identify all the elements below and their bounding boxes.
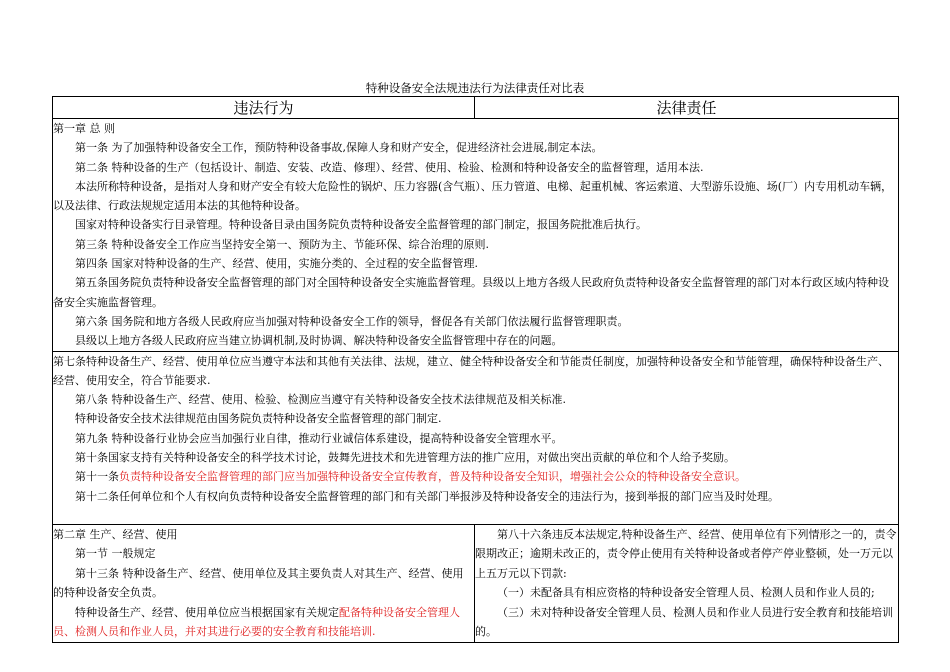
articles-7-12-row bbox=[53, 351, 899, 524]
article-11-number: 第十一条 bbox=[75, 470, 119, 484]
article-6: 第六条 国务院和地方各级人民政府应当加强对特种设备安全工作的领导，督促各有关部门依法履行监督管理职责。 bbox=[75, 314, 629, 328]
header-violation: 违法行为 bbox=[53, 97, 475, 119]
chapter-1-heading: 第一章 总 则 bbox=[53, 122, 115, 135]
article-11 bbox=[53, 467, 898, 486]
violation-cell bbox=[53, 524, 475, 642]
chapter-2-row bbox=[53, 524, 899, 642]
article-2-catalog: 国家对特种设备实行目录管理。特种设备目录由国务院负责特种设备安全监督管理的部门制定，报国务院批准后执行。 bbox=[75, 218, 647, 232]
article-86: 第八十六条违反本法规定,特种设备生产、经营、使用单位有下列情形之一的，责令限期改正；逾期未改正的，责令停止使用有关特种设备或者停产停业整顿，处一万元以上五万元以下罚款: bbox=[475, 527, 897, 580]
document-title: 特种设备安全法规违法行为法律责任对比表 bbox=[365, 81, 585, 95]
article-8-norms: 特种设备安全技术法律规范由国务院负责特种设备安全监督管理的部门制定. bbox=[75, 412, 442, 426]
chapter-2-heading: 第二章 生产、经营、使用 bbox=[53, 527, 178, 541]
general-provisions-row bbox=[53, 119, 899, 352]
article-3: 第三条 特种设备安全工作应当坚持安全第一、预防为主、节能环保、综合治理的原则. bbox=[75, 237, 489, 251]
article-13: 第十三条 特种设备生产、经营、使用单位及其主要负责人对其生产、经营、使用的特种设备安全负责。 bbox=[53, 566, 464, 600]
header-liability: 法律责任 bbox=[475, 97, 899, 119]
article-5: 第五条国务院负责特种设备安全监督管理的部门对全国特种设备安全实施监督管理。县级以上地方各级人民政府负责特种设备安全监督管理的部门对本行政区域内特种设备安全实施监督管理。 bbox=[53, 276, 889, 309]
article-4: 第四条 国家对特种设备的生产、经营、使用，实施分类的、全过程的安全监督管理. bbox=[75, 257, 478, 271]
general-provisions-block bbox=[53, 119, 899, 352]
section-1-heading: 第一节 一般规定 bbox=[75, 547, 156, 561]
article-7: 第七条特种设备生产、经营、使用单位应当遵守本法和其他有关法律、法规，建立、健全特种设备安全和节能责任制度，加强特种设备安全和节能管理，确保特种设备生产、经营、使用安全，符合节能要求. bbox=[53, 354, 889, 387]
staffing-requirement bbox=[53, 603, 474, 642]
article-10: 第十条国家支持有关特种设备安全的科学技术讨论，鼓舞先进技术和先进管理方法的推广应用，对做出突出贡献的单位和个人给予奖励。 bbox=[75, 451, 735, 465]
article-2: 第二条 特种设备的生产（包括设计、制造、安装、改造、修理）、经营、使用、检验、检测和特种设备安全的监督管理，适用本法. bbox=[75, 160, 704, 174]
articles-7-12-block bbox=[53, 351, 899, 524]
article-1: 第一条 为了加强特种设备安全工作，预防特种设备事故,保障人身和财产安全，促进经济社会进展,制定本法。 bbox=[75, 141, 603, 155]
article-9: 第九条 特种设备行业协会应当加强行业自律，推动行业诚信体系建设，提高特种设备安全管理水平。 bbox=[75, 431, 563, 445]
article-2-definition: 本法所称特种设备，是指对人身和财产安全有较大危险性的锅炉、压力容器(含气瓶）、压力管道、电梯、起重机械、客运索道、大型游乐设施、场(厂）内专用机动车辆，以及法律、行政法规规定适用本法的其他特种设备。 bbox=[53, 179, 893, 213]
article-6-coordination: 县级以上地方各级人民政府应当建立协调机制,及时协调、解决特种设备安全监督管理中存在的问题。 bbox=[75, 334, 563, 348]
article-11-highlight: 负责特种设备安全监督管理的部门应当加强特种设备安全宣传教育，普及特种设备安全知识，增强社会公众的特种设备安全意识。 bbox=[119, 470, 746, 484]
comparison-table bbox=[52, 96, 899, 643]
table-header-row bbox=[53, 97, 899, 119]
staffing-requirement-text: 特种设备生产、经营、使用单位应当根据国家有关规定 bbox=[75, 605, 339, 619]
liability-cell bbox=[475, 524, 899, 642]
article-86-item-1: （一）未配备具有相应资格的特种设备安全管理人员、检测人员和作业人员的; bbox=[497, 586, 875, 600]
article-86-item-3: （三）未对特种设备安全管理人员、检测人员和作业人员进行安全教育和技能培训的。 bbox=[475, 605, 893, 639]
article-8: 第八条 特种设备生产、经营、使用、检验、检测应当遵守有关特种设备安全技术法律规范及相关标准. bbox=[75, 393, 566, 407]
staffing-requirement-highlight: 配备特种设备安全管理人员、检测人员和作业人员，并对其进行必要的安全教育和技能培训. bbox=[53, 605, 460, 638]
article-12: 第十二条任何单位和个人有权向负责特种设备安全监督管理的部门和有关部门举报涉及特种设备安全的违法行为，接到举报的部门应当及时处理。 bbox=[75, 489, 779, 503]
